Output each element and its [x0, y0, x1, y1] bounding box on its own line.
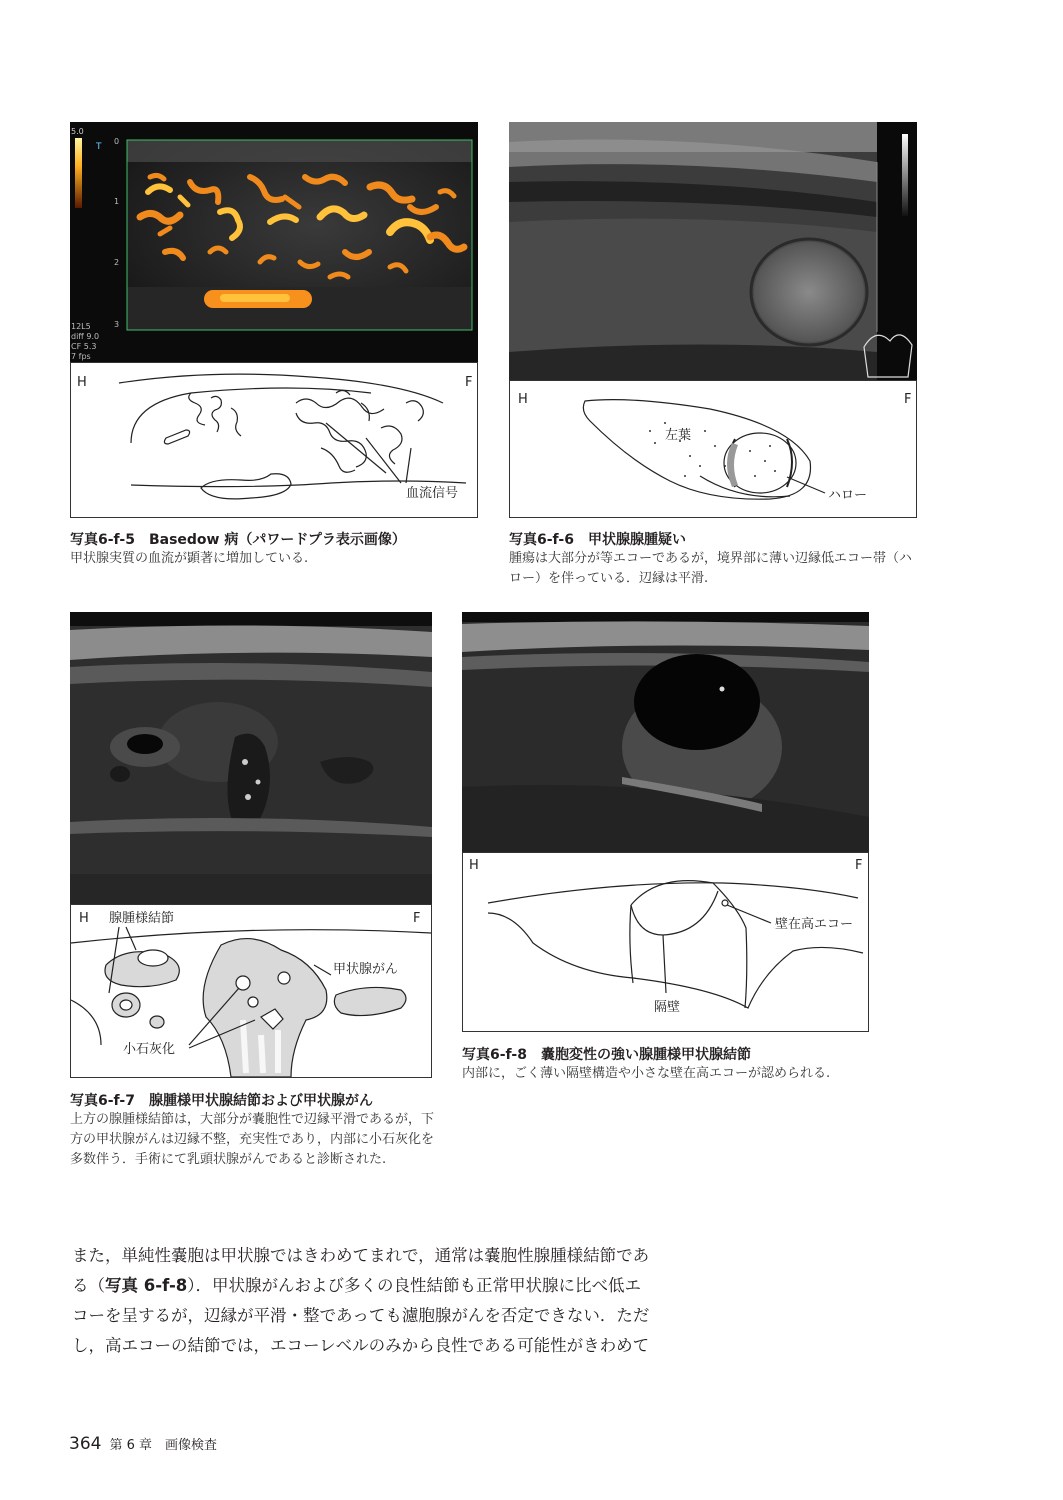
- fig8-wall-echo-label: 壁在高エコー: [775, 917, 854, 932]
- fig7-cancer-label: 甲状腺がん: [333, 962, 399, 977]
- grayscale-bar: [902, 134, 908, 216]
- fig5-label-h: H: [77, 375, 87, 390]
- fig8-label-f: F: [855, 858, 863, 873]
- fig8-label-h: H: [469, 858, 479, 873]
- scale-marker: T: [96, 142, 102, 152]
- fig7-ultrasound-image: [70, 612, 432, 904]
- page-footer: [69, 1434, 217, 1454]
- fig5-blood-flow-label: 血流信号: [406, 486, 459, 501]
- fig6-caption: 腫瘍は大部分が等エコーであるが，境界部に薄い辺縁低エコー帯（ハロー）を伴っている．辺縁は平滑.: [509, 551, 913, 586]
- depth-tick-1: 1: [114, 197, 120, 206]
- fig8-schematic: [462, 852, 869, 1032]
- fig5-caption: 甲状腺実質の血流が顕著に増加している.: [70, 551, 309, 566]
- fig7-calcification-label: 小石灰化: [123, 1042, 176, 1057]
- fig5-title: 写真6-f-5 Basedow 病（パワードプラ表示画像）: [70, 532, 406, 548]
- fig6-label-f: F: [904, 392, 912, 407]
- fig7-label-f: F: [413, 911, 421, 926]
- depth-tick-2: 2: [114, 258, 120, 267]
- body-line-2: る（写真 6-f-8）．甲状腺がんおよび多くの良性結節も正常甲状腺に比べ低エ: [72, 1276, 642, 1295]
- fig7-title: 写真6-f-7 腺腫様甲状腺結節および甲状腺がん: [70, 1093, 373, 1109]
- fig8-ultrasound-image: [462, 612, 869, 852]
- fig7-label-h: H: [79, 911, 89, 926]
- fig8-caption: 内部に，ごく薄い隔壁構造や小さな壁在高エコーが認められる.: [462, 1066, 831, 1081]
- color-scale-bar: [75, 138, 82, 208]
- fig8-septum-label: 隔壁: [654, 1000, 681, 1015]
- depth-tick-0: 0: [114, 137, 120, 146]
- scale-top-label: 5.0: [71, 127, 84, 136]
- fig6-schematic: [509, 380, 917, 518]
- cystic-area: [634, 654, 760, 750]
- body-line-1: また，単純性嚢胞は甲状腺ではきわめてまれで，通常は嚢胞性腺腫様結節であ: [72, 1246, 650, 1265]
- fig5-schematic: [70, 362, 478, 518]
- fig6-title: 写真6-f-6 甲状腺腺腫疑い: [509, 532, 686, 548]
- body-line-3: コーを呈するが，辺縁が平滑・整であっても濾胞腺がんを否定できない．ただ: [72, 1306, 650, 1325]
- depth-tick-3: 3: [114, 320, 120, 329]
- fig6-label-h: H: [518, 392, 528, 407]
- nodule: [754, 242, 864, 342]
- fig6-halo-label: ハロー: [828, 488, 868, 503]
- fig5-label-f: F: [465, 375, 473, 390]
- param-1: 12L5: [71, 322, 91, 331]
- fig7-nodule-label: 腺腫様結節: [109, 911, 175, 926]
- param-2: diff 9.0: [71, 332, 100, 341]
- chapter-title: 第 6 章 画像検査: [109, 1438, 217, 1453]
- fig8-title: 写真6-f-8 嚢胞変性の強い腺腫様甲状腺結節: [462, 1047, 751, 1063]
- body-line-4: し，高エコーの結節では，エコーレベルのみから良性である可能性がきわめて: [72, 1336, 650, 1355]
- param-3: CF 5.3: [71, 342, 97, 351]
- fig7-schematic: [70, 904, 432, 1078]
- param-4: 7 fps: [71, 352, 91, 361]
- fig6-ultrasound-image: [509, 122, 917, 380]
- page-number: 364: [69, 1434, 102, 1454]
- fig6-lobe-label: 左葉: [665, 428, 692, 443]
- figure-reference-link: 写真 6-f-8: [105, 1276, 188, 1295]
- fig5-doppler-image: [70, 122, 478, 362]
- body-paragraph: [72, 1241, 772, 1361]
- fig7-caption: 上方の腺腫様結節は，大部分が嚢胞性で辺縁平滑であるが，下方の甲状腺がんは辺縁不整，充実性であり，内部に小石灰化を多数伴う．手術にて乳頭状腺がんであると診断された.: [70, 1112, 435, 1167]
